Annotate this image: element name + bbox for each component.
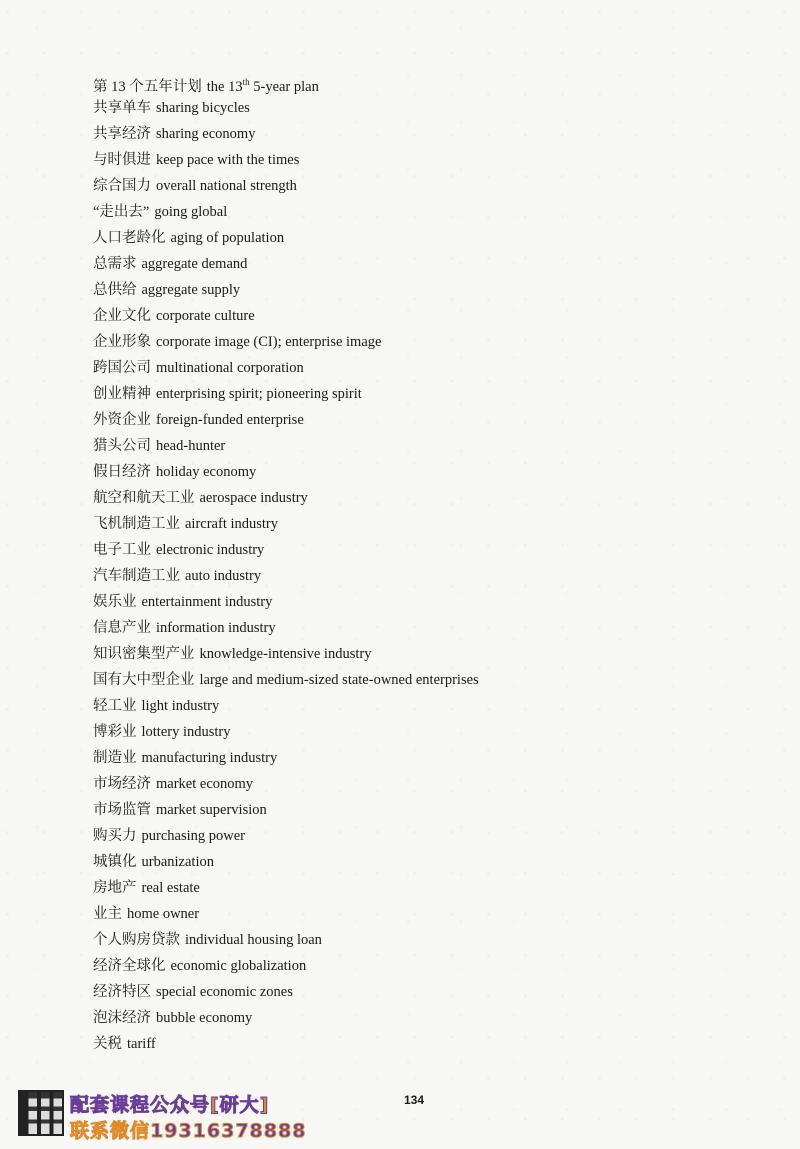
glossary-entry [93, 696, 479, 722]
entry-chinese-term: 城镇化 [93, 854, 137, 870]
entry-chinese-term: 个人购房贷款 [93, 932, 180, 948]
entry-chinese-term: 市场监管 [93, 802, 151, 818]
glossary-entry [93, 124, 479, 150]
glossary-entry [93, 280, 479, 306]
entry-english-term: corporate image (CI); enterprise image [156, 334, 382, 350]
entry-chinese-term: 总需求 [93, 256, 137, 272]
entry-chinese-term: 经济全球化 [93, 958, 166, 974]
glossary-entry [93, 852, 479, 878]
entry-english-term: electronic industry [156, 542, 265, 558]
entry-chinese-term: 猎头公司 [93, 438, 151, 454]
entry-chinese-term: 共享单车 [93, 100, 151, 116]
glossary-entry [93, 306, 479, 332]
glossary-entry [93, 1034, 479, 1060]
entry-chinese-term: 经济特区 [93, 984, 151, 1000]
entry-chinese-term: 外资企业 [93, 412, 151, 428]
entry-chinese-term: 房地产 [93, 880, 137, 896]
qr-code-icon [18, 1090, 64, 1136]
entry-english-term: purchasing power [141, 828, 245, 844]
entry-chinese-term: 人口老龄化 [93, 230, 166, 246]
entry-chinese-term: 制造业 [93, 750, 137, 766]
glossary-entry [93, 488, 479, 514]
entry-chinese-term: 汽车制造工业 [93, 568, 180, 584]
entry-english-term: market economy [156, 776, 254, 792]
entry-chinese-term: 电子工业 [93, 542, 151, 558]
glossary-entry [93, 384, 479, 410]
glossary-entry [93, 566, 479, 592]
entry-chinese-term: 购买力 [93, 828, 137, 844]
entry-english-term: head-hunter [156, 438, 226, 454]
entry-english-term: lottery industry [141, 724, 231, 740]
glossary-entry [93, 878, 479, 904]
entry-chinese-term: 创业精神 [93, 386, 151, 402]
entry-english-term: entertainment industry [141, 594, 273, 610]
glossary-entry [93, 462, 479, 488]
entry-chinese-term: 信息产业 [93, 620, 151, 636]
glossary-entry [93, 1008, 479, 1034]
glossary-entry [93, 982, 479, 1008]
entry-english-term: sharing bicycles [156, 100, 250, 116]
entry-english-term: tariff [127, 1036, 156, 1052]
glossary-entry [93, 514, 479, 540]
glossary-entry [93, 748, 479, 774]
entry-english-term: bubble economy [156, 1010, 253, 1026]
entry-chinese-term: 跨国公司 [93, 360, 151, 376]
entry-chinese-term: 娱乐业 [93, 594, 137, 610]
entry-chinese-term: 总供给 [93, 282, 137, 298]
entry-chinese-term: 企业文化 [93, 308, 151, 324]
entry-chinese-term: 与时俱进 [93, 152, 151, 168]
entry-chinese-term: 假日经济 [93, 464, 151, 480]
entry-english-term: individual housing loan [185, 932, 322, 948]
entry-english-term: aging of population [170, 230, 285, 246]
entry-english-term: going global [154, 204, 228, 220]
entry-english-term: information industry [156, 620, 276, 636]
entry-english-term: auto industry [185, 568, 262, 584]
entry-english-term: the 13th 5-year plan [206, 77, 319, 95]
entry-english-term: multinational corporation [156, 360, 304, 376]
glossary-entry [93, 176, 479, 202]
glossary-entry [93, 202, 479, 228]
entry-english-term: corporate culture [156, 308, 255, 324]
glossary-entry [93, 228, 479, 254]
entry-chinese-term: 国有大中型企业 [93, 672, 195, 688]
entry-chinese-term: 企业形象 [93, 334, 151, 350]
entry-english-term: aerospace industry [199, 490, 308, 506]
glossary-entry [93, 98, 479, 124]
watermark-line-1: 配套课程公众号[研大] [70, 1094, 270, 1116]
glossary-entry [93, 358, 479, 384]
glossary-list [93, 72, 479, 1060]
entry-english-term: large and medium-sized state-owned enterprises [199, 672, 479, 688]
entry-english-term: light industry [141, 698, 220, 714]
glossary-entry [93, 410, 479, 436]
glossary-entry [93, 670, 479, 696]
entry-english-term: aggregate demand [141, 256, 248, 272]
entry-english-term: real estate [141, 880, 200, 896]
entry-chinese-term: 共享经济 [93, 126, 151, 142]
glossary-entry [93, 956, 479, 982]
glossary-entry [93, 800, 479, 826]
entry-english-term: aircraft industry [185, 516, 279, 532]
entry-english-term: overall national strength [156, 178, 297, 194]
entry-chinese-term: 市场经济 [93, 776, 151, 792]
glossary-entry [93, 436, 479, 462]
entry-english-term: market supervision [156, 802, 267, 818]
entry-chinese-term: 综合国力 [93, 178, 151, 194]
entry-chinese-term: 博彩业 [93, 724, 137, 740]
entry-chinese-term: 知识密集型产业 [93, 646, 195, 662]
glossary-entry [93, 72, 479, 98]
glossary-entry [93, 332, 479, 358]
glossary-entry [93, 930, 479, 956]
glossary-entry [93, 774, 479, 800]
entry-english-term: economic globalization [170, 958, 307, 974]
entry-english-term: home owner [127, 906, 200, 922]
entry-chinese-term: 泡沫经济 [93, 1010, 151, 1026]
glossary-entry [93, 826, 479, 852]
entry-chinese-term: 轻工业 [93, 698, 137, 714]
entry-english-term: aggregate supply [141, 282, 241, 298]
watermark-line-2: 联系微信19316378888 [70, 1120, 307, 1142]
entry-chinese-term: 第 13 个五年计划 [93, 78, 202, 95]
glossary-entry [93, 618, 479, 644]
entry-english-term: urbanization [141, 854, 214, 870]
page-number: 134 [404, 1093, 425, 1107]
glossary-entry [93, 254, 479, 280]
glossary-entry [93, 540, 479, 566]
entry-english-term: keep pace with the times [156, 152, 300, 168]
glossary-entry [93, 644, 479, 670]
entry-english-term: holiday economy [156, 464, 257, 480]
entry-english-term: special economic zones [156, 984, 293, 1000]
entry-english-term: sharing economy [156, 126, 256, 142]
entry-chinese-term: 业主 [93, 906, 122, 922]
glossary-entry [93, 904, 479, 930]
entry-english-term: manufacturing industry [141, 750, 278, 766]
entry-chinese-term: 关税 [93, 1036, 122, 1052]
watermark [18, 1090, 318, 1142]
glossary-entry [93, 150, 479, 176]
entry-chinese-term: 航空和航天工业 [93, 490, 195, 506]
entry-chinese-term: “走出去” [93, 204, 150, 220]
glossary-entry [93, 592, 479, 618]
entry-english-term: enterprising spirit; pioneering spirit [156, 386, 362, 402]
entry-english-term: knowledge-intensive industry [199, 646, 372, 662]
glossary-entry [93, 722, 479, 748]
entry-english-term: foreign-funded enterprise [156, 412, 304, 428]
entry-chinese-term: 飞机制造工业 [93, 516, 180, 532]
